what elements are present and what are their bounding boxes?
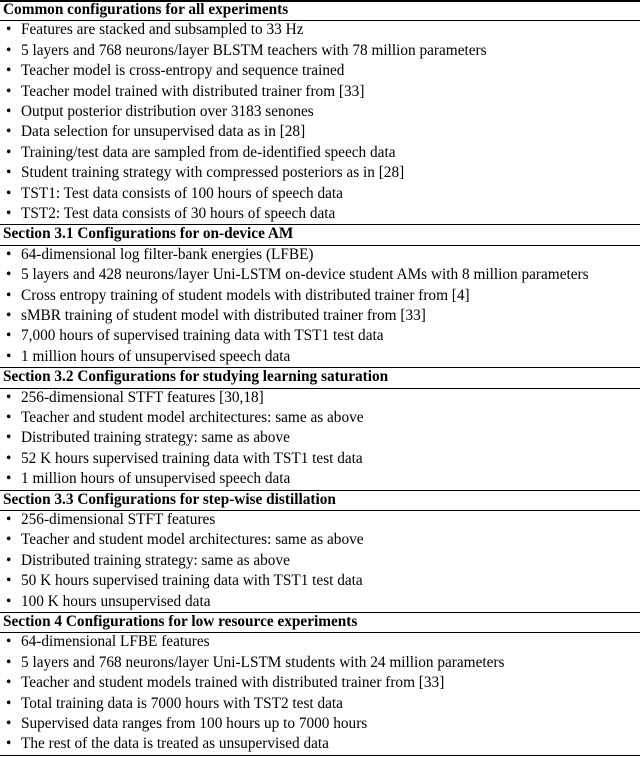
bullet-icon: • [6,164,12,182]
bullet-icon: • [6,286,12,304]
config-item [0,469,640,489]
config-item-text: 5 layers and 768 neurons/layer Uni-LSTM students with 24 million parameters [21,653,505,671]
config-item-text: Distributed training strategy: same as above [21,429,290,447]
config-item-text: 64-dimensional log filter-bank energies (LFBE) [21,245,314,263]
config-item-text: sMBR training of student model with distributed trainer from [33] [21,307,426,324]
config-item [0,653,640,673]
config-item-text: 5 layers and 428 neurons/layer Uni-LSTM on-device student AMs with 8 million parameters [21,266,589,284]
config-item [0,245,640,265]
bullet-icon: • [6,653,12,671]
config-item-text: Distributed training strategy: same as above [21,551,290,569]
config-item [0,122,640,142]
bullet-icon: • [6,245,12,263]
section-header: Common configurations for all experiments [3,1,289,18]
table-rule [0,755,640,757]
bullet-icon: • [6,184,12,202]
config-item-text: Training/test data are sampled from de-identified speech data [21,143,396,161]
bullet-icon: • [6,266,12,284]
config-item-text: TST1: Test data consists of 100 hours of speech data [21,184,343,202]
section-header: Section 4 Configurations for low resource experiments [3,613,358,630]
bullet-icon: • [6,409,12,426]
section-header: Section 3.1 Configurations for on-device AM [3,225,294,243]
config-item [0,571,640,591]
bullet-icon: • [6,347,12,365]
config-item-text: The rest of the data is treated as unsupervised data [21,735,329,753]
config-item [0,143,640,163]
bullet-icon: • [6,674,12,692]
bullet-icon: • [6,143,12,161]
bullet-icon: • [6,470,12,488]
config-item [0,388,640,408]
config-item [0,428,640,448]
config-item [0,286,640,306]
config-item-text: Data selection for unsupervised data as in [28] [21,123,306,141]
config-item-text: Output posterior distribution over 3183 senones [21,103,314,120]
config-item [0,632,640,652]
bullet-icon: • [6,103,12,120]
section-header: Section 3.2 Configurations for studying learning saturation [3,368,389,386]
bullet-icon: • [6,531,12,549]
config-item [0,530,640,550]
bullet-icon: • [6,511,12,528]
bullet-icon: • [6,449,12,467]
config-item-text: Teacher and student model architectures: same as above [21,531,364,549]
config-item [0,449,640,469]
config-item [0,184,640,204]
config-item [0,20,640,40]
bullet-icon: • [6,41,12,59]
config-item [0,326,640,346]
bullet-icon: • [6,592,12,610]
bullet-icon: • [6,388,12,406]
bullet-icon: • [6,327,12,345]
bullet-icon: • [6,715,12,732]
config-item-text: Supervised data ranges from 100 hours up to 7000 hours [21,715,368,732]
bullet-icon: • [6,694,12,712]
config-item [0,510,640,530]
config-item-text: Cross entropy training of student models with distributed trainer from [4] [21,286,470,304]
config-item-text: 256-dimensional STFT features [21,511,216,528]
config-item [0,551,640,571]
config-item [0,694,640,714]
config-item-text: Teacher and student models trained with distributed trainer from [33] [21,674,445,692]
config-item-text: TST2: Test data consists of 30 hours of speech data [21,205,336,222]
config-item-text: 64-dimensional LFBE features [21,633,210,651]
bullet-icon: • [6,572,12,590]
bullet-icon: • [6,205,12,222]
config-item-text: Teacher model trained with distributed trainer from [33] [21,82,365,100]
config-item [0,347,640,367]
config-item [0,61,640,81]
config-item [0,204,640,224]
config-item [0,592,640,612]
config-item [0,163,640,183]
config-item-text: 52 K hours supervised training data with TST1 test data [21,449,363,467]
config-item-text: Features are stacked and subsampled to 33 Hz [21,21,304,39]
config-item [0,102,640,122]
config-item-text: 50 K hours supervised training data with TST1 test data [21,572,363,590]
config-item [0,306,640,326]
bullet-icon: • [6,21,12,39]
config-item [0,265,640,285]
bullet-icon: • [6,551,12,569]
config-item-text: Student training strategy with compressed posteriors as in [28] [21,164,405,182]
bullet-icon: • [6,307,12,324]
config-item-text: 100 K hours unsupervised data [21,592,211,610]
config-item-text: 7,000 hours of supervised training data with TST1 test data [21,327,384,345]
config-item [0,408,640,428]
config-item-text: 256-dimensional STFT features [30,18] [21,388,264,406]
config-item-text: 1 million hours of unsupervised speech data [21,347,291,365]
config-item [0,41,640,61]
bullet-icon: • [6,735,12,753]
config-item [0,673,640,693]
config-item-text: Teacher model is cross-entropy and sequence trained [21,62,345,80]
bullet-icon: • [6,123,12,141]
bullet-icon: • [6,82,12,100]
bullet-icon: • [6,633,12,651]
config-item-text: 1 million hours of unsupervised speech data [21,470,291,488]
config-item-text: Total training data is 7000 hours with TST2 test data [21,694,343,712]
config-item [0,82,640,102]
bullet-icon: • [6,62,12,80]
config-item [0,714,640,734]
config-item-text: Teacher and student model architectures: same as above [21,409,364,426]
config-item [0,734,640,754]
bullet-icon: • [6,429,12,447]
config-item-text: 5 layers and 768 neurons/layer BLSTM teachers with 78 million parameters [21,41,487,59]
section-header: Section 3.3 Configurations for step-wise distillation [3,490,336,508]
